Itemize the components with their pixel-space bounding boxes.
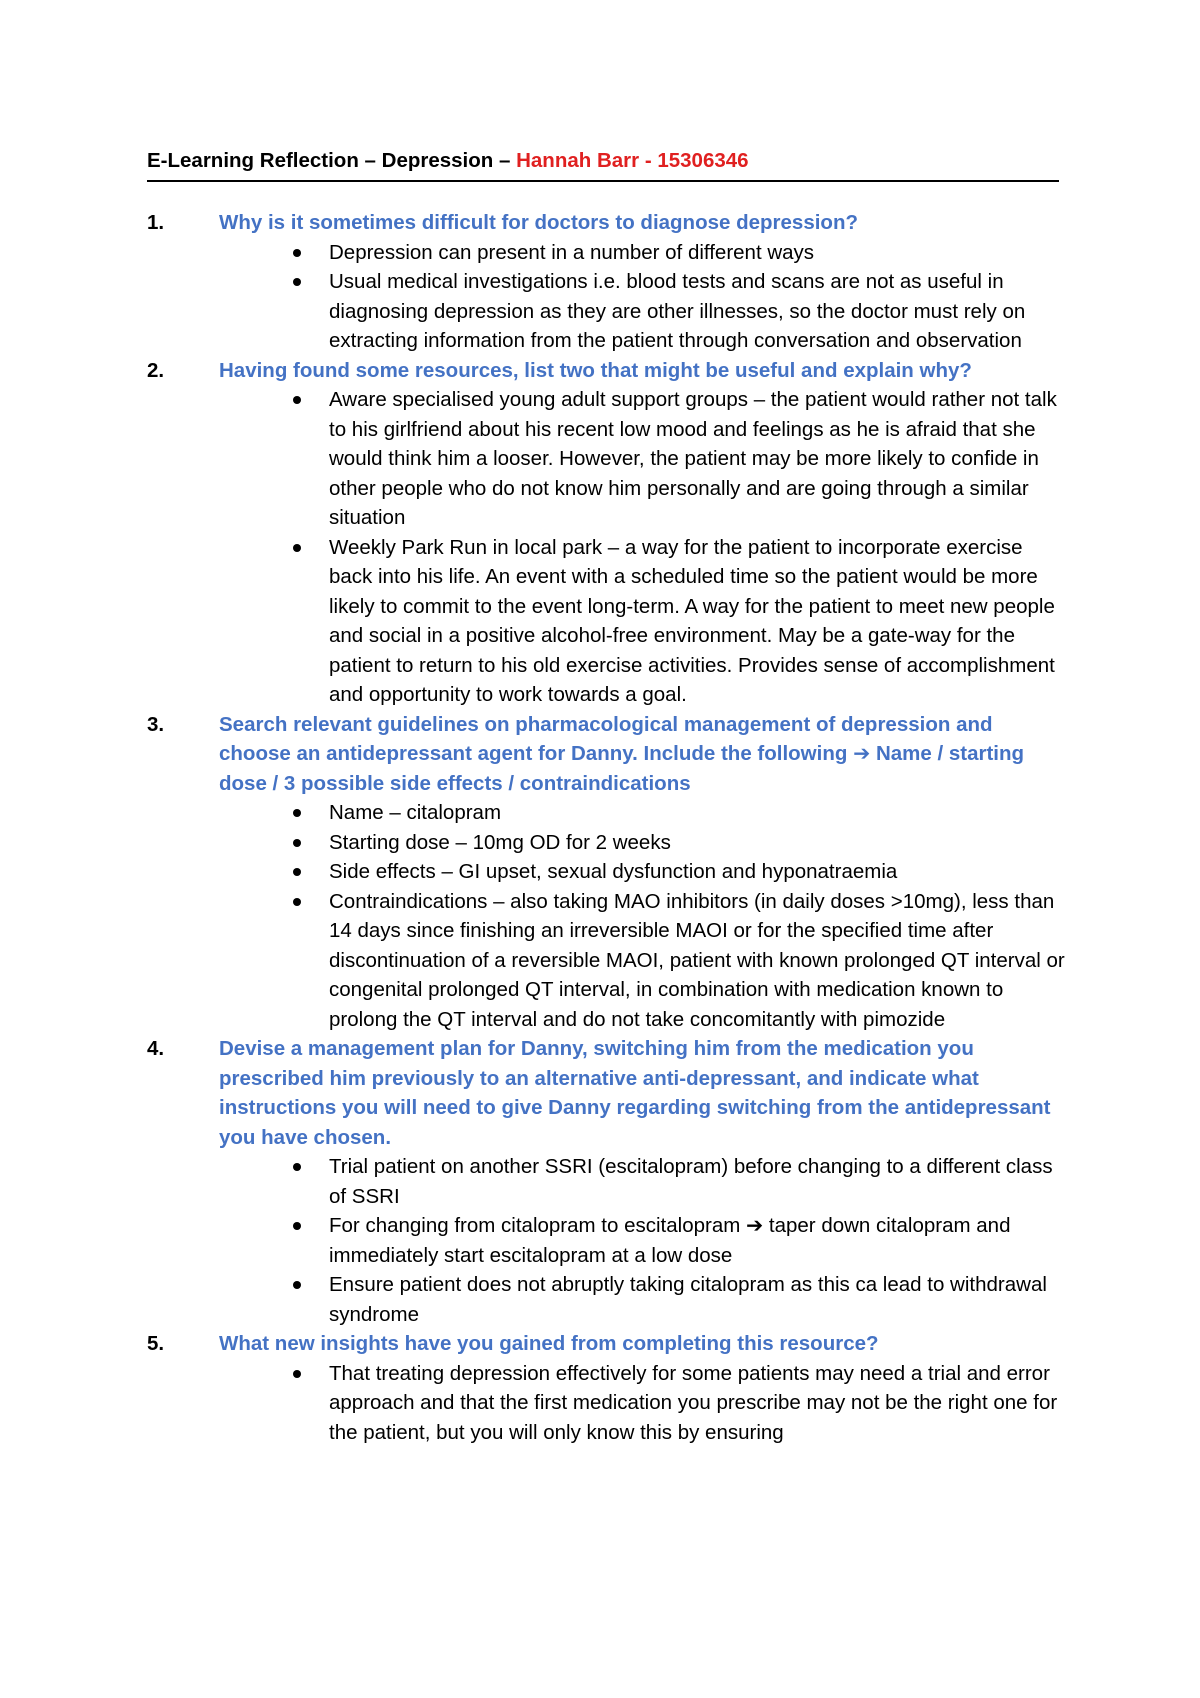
arrow-right-icon: ➔ xyxy=(746,1214,764,1237)
question-5 xyxy=(147,1329,1067,1359)
title-prefix: E-Learning Reflection – Depression – xyxy=(147,149,517,172)
answer-bullet: For changing from citalopram to escitalopram ➔ taper down citalopram and immediately start escitalopram at a low dose xyxy=(329,1211,1067,1270)
answer-list xyxy=(147,798,1067,1034)
question-number: 2. xyxy=(147,358,165,382)
bullet-icon xyxy=(293,278,301,286)
bullet-icon xyxy=(293,1370,301,1378)
bullet-icon xyxy=(293,249,301,257)
bullet-icon xyxy=(293,1163,301,1171)
bullet-icon xyxy=(293,868,301,876)
question-number: 5. xyxy=(147,1332,165,1355)
document-title xyxy=(147,146,1059,182)
question-3 xyxy=(147,710,1067,799)
bullet-icon xyxy=(293,1281,301,1289)
answer-list xyxy=(147,238,1067,356)
answer-bullet: Aware specialised young adult support groups – the patient would rather not talk to his girlfriend about his recent low mood and feelings as he is afraid that she would think him a looser. However, the patient may be more likely to confide in other people who do not know him personally and are going through a similar situation xyxy=(329,385,1067,533)
question-number: 4. xyxy=(147,1037,165,1060)
title-author: Hannah Barr - 15306346 xyxy=(516,149,749,172)
question-list xyxy=(147,208,1067,1447)
arrow-right-icon: ➔ xyxy=(853,742,871,765)
bullet-icon xyxy=(293,1222,301,1230)
answer-bullet: Usual medical investigations i.e. blood tests and scans are not as useful in diagnosing depression as they are other illnesses, so the doctor must rely on extracting information from the patient through conversation and observation xyxy=(329,267,1067,356)
answer-bullet: That treating depression effectively for some patients may need a trial and error approach and that the first medication you prescribe may not be the right one for the patient, but you will only know this by ensuring xyxy=(329,1359,1067,1448)
question-4 xyxy=(147,1034,1067,1152)
answer-bullet: Name – citalopram xyxy=(329,798,1067,828)
question-2 xyxy=(147,356,1067,386)
bullet-icon xyxy=(293,839,301,847)
answer-list xyxy=(147,1152,1067,1329)
bullet-icon xyxy=(293,809,301,817)
answer-bullet: Depression can present in a number of different ways xyxy=(329,238,1067,268)
question-text: Having found some resources, list two that might be useful and explain why? xyxy=(219,358,972,382)
answer-bullet: Starting dose – 10mg OD for 2 weeks xyxy=(329,828,1067,858)
question-number: 3. xyxy=(147,712,165,736)
question-text: Devise a management plan for Danny, switching him from the medication you prescribed him previously to an alternative anti-depressant, and indicate what instructions you will need to give Danny regarding switching from the antidepressant you have chosen. xyxy=(219,1037,1051,1149)
answer-bullet: Weekly Park Run in local park – a way for the patient to incorporate exercise back into his life. An event with a scheduled time so the patient would be more likely to commit to the event long-term. A way for the patient to meet new people and social in a positive alcohol-free environment. May be a gate-way for the patient to return to his old exercise activities. Provides sense of accomplishment and opportunity to work towards a goal. xyxy=(329,533,1067,710)
answer-bullet: Side effects – GI upset, sexual dysfunction and hyponatraemia xyxy=(329,857,1067,887)
bullet-icon xyxy=(293,898,301,906)
question-number: 1. xyxy=(147,211,165,234)
answer-bullet: Contraindications – also taking MAO inhibitors (in daily doses >10mg), less than 14 days since finishing an irreversible MAOI or for the specified time after discontinuation of a reversible MAOI, patient with known prolonged QT interval or congenital prolonged QT interval, in combination with medication known to prolong the QT interval and do not take concomitantly with pimozide xyxy=(329,887,1067,1035)
question-1 xyxy=(147,208,1067,238)
question-text: Why is it sometimes difficult for doctors to diagnose depression? xyxy=(219,211,858,234)
answer-bullet: Ensure patient does not abruptly taking citalopram as this ca lead to withdrawal syndrome xyxy=(329,1270,1067,1329)
question-text: What new insights have you gained from completing this resource? xyxy=(219,1332,879,1355)
bullet-icon xyxy=(293,396,301,404)
question-text: Search relevant guidelines on pharmacological management of depression and choose an antidepressant agent for Danny. Include the following ➔ Name / starting dose / 3 possible side effects / contraindications xyxy=(219,712,1025,795)
answer-bullet: Trial patient on another SSRI (escitalopram) before changing to a different class of SSRI xyxy=(329,1152,1067,1211)
bullet-icon xyxy=(293,544,301,552)
answer-list xyxy=(147,1359,1067,1448)
answer-list xyxy=(147,385,1067,710)
